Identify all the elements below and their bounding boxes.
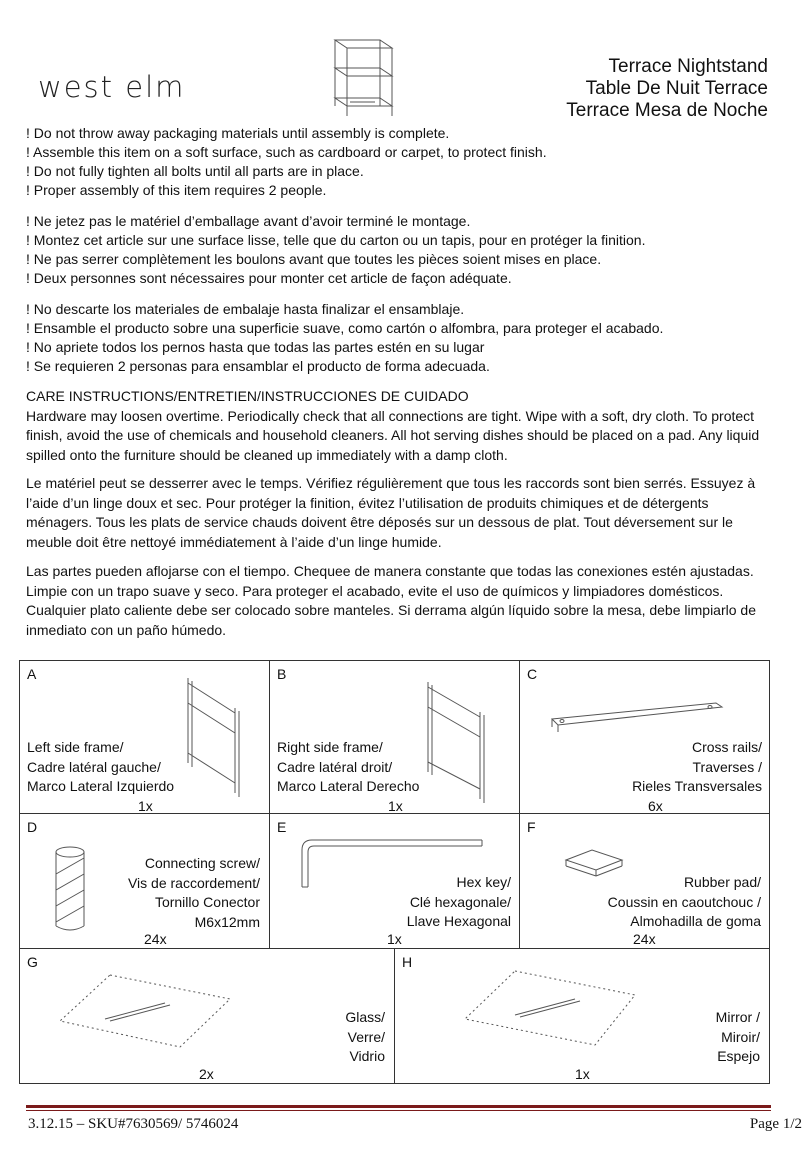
cross-rail-illustration <box>548 699 728 739</box>
care-french: Le matériel peut se desserrer avec le temps. Vérifiez régulièrement que tous les raccords sont bien serrés. Essuyez à l’aide d’un linge doux et sec. Pour protéger la finition, évitez l’utilisation de produits chimiques et de détergents ménagers. Tous les plats de service chauds doivent être déposés sur un dessous de plat. Tout déversement sur le meuble doit être nettoyé immédiatement à l’aide d’un linge humide. <box>26 475 756 550</box>
warning-line: ! Deux personnes sont nécessaires pour monter cet article de façon adéquate. <box>26 270 512 286</box>
label-line: Hex key/ <box>456 874 511 890</box>
warning-line: ! Do not fully tighten all bolts until all parts are in place. <box>26 163 364 179</box>
care-heading: CARE INSTRUCTIONS/ENTRETIEN/INSTRUCCIONES DE CUIDADO <box>26 388 469 404</box>
label-line: Mirror / <box>715 1009 760 1025</box>
care-instructions <box>26 387 776 465</box>
part-letter: G <box>27 954 38 970</box>
label-line: Tornillo Conector <box>154 894 260 910</box>
warning-line: ! Assemble this item on a soft surface, such as cardboard or carpet, to protect finish. <box>26 144 547 160</box>
care-english: Hardware may loosen overtime. Periodically check that all connections are tight. Wipe with a soft, dry cloth. To protect finish, avoid the use of chemicals and household cleaners. All hot serving dishes should be placed on a pad. Any liquid spilled onto the furniture should be cleaned up immediately with a damp cloth. <box>26 407 760 463</box>
left-frame-illustration <box>180 673 250 803</box>
label-line: Connecting screw/ <box>144 855 260 871</box>
label-line: Cadre latéral droit/ <box>277 758 393 775</box>
warnings-spanish <box>26 300 663 376</box>
label-line: Cross rails/ <box>691 739 762 755</box>
part-label <box>632 738 762 797</box>
part-b <box>269 660 520 814</box>
label-line: Verre/ <box>347 1028 385 1045</box>
part-label <box>716 1008 760 1067</box>
label-line: Glass/ <box>345 1009 385 1025</box>
part-quantity: 2x <box>199 1066 214 1082</box>
right-frame-illustration <box>420 677 500 807</box>
care-french-block <box>26 474 776 552</box>
part-quantity: 1x <box>387 931 402 947</box>
footer-sku: 3.12.15 – SKU#7630569/ 5746024 <box>28 1116 239 1132</box>
part-letter: H <box>402 954 413 970</box>
part-quantity: 1x <box>138 798 153 814</box>
part-quantity: 24x <box>633 931 656 947</box>
footer-rule <box>26 1105 771 1108</box>
label-line: Almohadilla de goma <box>630 913 761 929</box>
part-letter: B <box>277 666 287 682</box>
title-fr: Table De Nuit Terrace <box>585 78 768 99</box>
label-line: Miroir/ <box>721 1028 760 1045</box>
mirror-panel-illustration <box>455 967 655 1052</box>
label-line: Clé hexagonale/ <box>409 893 511 910</box>
part-quantity: 1x <box>575 1066 590 1082</box>
connecting-screw-illustration <box>52 844 92 936</box>
part-a <box>19 660 270 814</box>
label-line: Rubber pad/ <box>683 874 761 890</box>
glass-panel-illustration <box>50 969 250 1054</box>
warnings-english <box>26 124 547 200</box>
part-label <box>27 738 174 797</box>
part-label <box>608 873 761 932</box>
document-titles <box>566 56 768 122</box>
warning-line: ! Se requieren 2 personas para ensamblar el producto de forma adecuada. <box>26 358 490 374</box>
title-es: Terrace Mesa de Noche <box>566 100 768 121</box>
label-line: Espejo <box>717 1048 760 1064</box>
warning-line: ! Ensamble el producto sobre una superficie suave, como cartón o alfombra, para proteger el acabado. <box>26 320 664 336</box>
label-line: Coussin en caoutchouc / <box>607 893 761 910</box>
warning-line: ! Do not throw away packaging materials until assembly is complete. <box>26 125 450 141</box>
page-number: Page 1/2 <box>749 1116 802 1132</box>
care-spanish-block <box>26 562 776 640</box>
label-line: Traverses / <box>692 758 762 775</box>
label-line: Cadre latéral gauche/ <box>27 758 161 775</box>
warning-line: ! Montez cet article sur une surface lisse, telle que du carton ou un tapis, pour en protéger la finition. <box>26 232 646 248</box>
part-f <box>519 813 770 949</box>
part-e <box>269 813 520 949</box>
label-line: Llave Hexagonal <box>406 913 511 929</box>
part-label <box>277 738 419 797</box>
warning-line: ! No descarte los materiales de embalaje hasta finalizar el ensamblaje. <box>26 301 465 317</box>
warning-line: ! Proper assembly of this item requires 2 people. <box>26 182 327 198</box>
nightstand-illustration <box>320 28 410 118</box>
part-letter: D <box>27 819 38 835</box>
part-quantity: 24x <box>144 931 167 947</box>
label-line: Marco Lateral Izquierdo <box>27 778 175 794</box>
part-label <box>407 873 511 932</box>
warning-line: ! Ne pas serrer complètement les boulons avant que toutes les pièces soient mises en place. <box>26 251 602 267</box>
part-c <box>519 660 770 814</box>
label-line: Right side frame/ <box>277 739 383 755</box>
warning-line: ! Ne jetez pas le matériel d’emballage avant d’avoir terminé le montage. <box>26 213 471 229</box>
care-spanish: Las partes pueden aflojarse con el tiempo. Chequee de manera constante que todas las conexiones estén ajustadas. Limpie con un trapo suave y seco. Para proteger el acabado, evite el uso de químicos y limpiadores domésticos. Cualquier plato caliente debe ser colocado sobre manteles. Si derrama algún líquido sobre la mesa, debe limpiarlo de inmediato con un paño húmedo. <box>26 563 756 638</box>
part-letter: C <box>527 666 538 682</box>
brand-logo: west elm <box>38 70 186 104</box>
part-d <box>19 813 270 949</box>
footer-rule-thin <box>26 1110 771 1111</box>
warning-line: ! No apriete todos los pernos hasta que todas las partes estén en su lugar <box>26 339 485 355</box>
part-letter: E <box>277 819 287 835</box>
warnings-french <box>26 212 645 288</box>
label-line: Left side frame/ <box>27 739 124 755</box>
part-quantity: 1x <box>388 798 403 814</box>
part-letter: F <box>527 819 536 835</box>
part-h <box>394 948 770 1084</box>
part-quantity: 6x <box>648 798 663 814</box>
part-g <box>19 948 395 1084</box>
title-en: Terrace Nightstand <box>608 56 768 77</box>
part-label <box>128 854 260 932</box>
label-line: Rieles Transversales <box>632 778 762 794</box>
part-letter: A <box>27 666 37 682</box>
label-line: Vidrio <box>349 1048 385 1064</box>
part-label <box>345 1008 385 1067</box>
label-line: Vis de raccordement/ <box>127 874 260 891</box>
label-line: M6x12mm <box>194 913 260 930</box>
label-line: Marco Lateral Derecho <box>277 778 420 794</box>
